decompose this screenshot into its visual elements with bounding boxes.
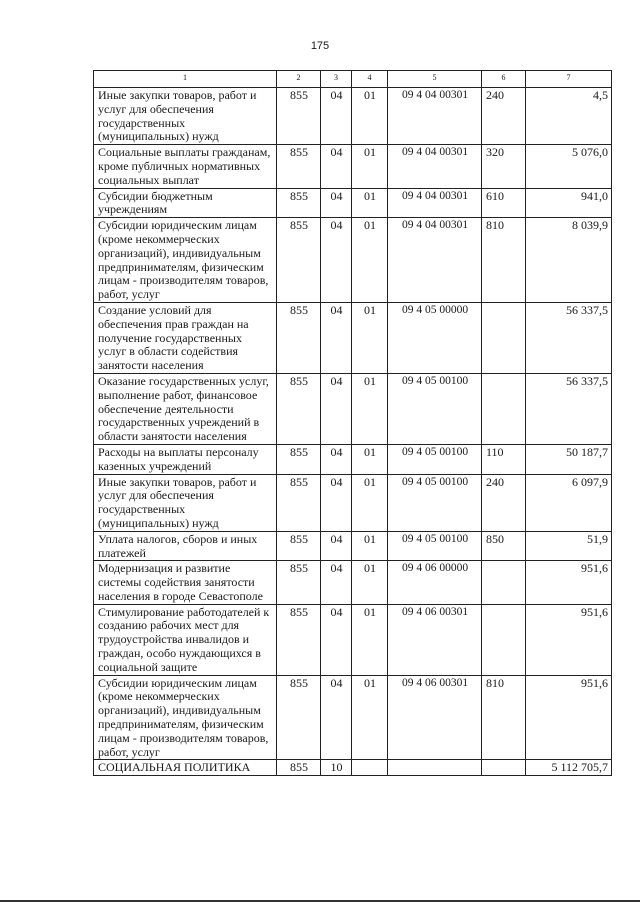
target-article-code: 09 4 06 00301 bbox=[388, 604, 482, 675]
amount: 8 039,9 bbox=[526, 218, 612, 303]
amount: 951,6 bbox=[526, 604, 612, 675]
target-article-code: 09 4 05 00100 bbox=[388, 373, 482, 444]
page-bottom-rule bbox=[0, 900, 640, 902]
header-cell: 6 bbox=[482, 71, 526, 88]
expense-type-code bbox=[482, 373, 526, 444]
subsection-code: 01 bbox=[352, 561, 388, 604]
table-row bbox=[94, 604, 612, 675]
budget-table bbox=[93, 70, 612, 776]
grbs-code: 855 bbox=[277, 604, 321, 675]
target-article-code: 09 4 04 00301 bbox=[388, 88, 482, 145]
expense-name: Субсидии бюджетным учреждениям bbox=[94, 188, 277, 218]
section-code: 04 bbox=[321, 218, 352, 303]
target-article-code: 09 4 06 00000 bbox=[388, 561, 482, 604]
expense-type-code bbox=[482, 302, 526, 373]
grbs-code: 855 bbox=[277, 88, 321, 145]
amount: 5 112 705,7 bbox=[526, 760, 612, 776]
table-row bbox=[94, 188, 612, 218]
header-cell: 2 bbox=[277, 71, 321, 88]
grbs-code: 855 bbox=[277, 561, 321, 604]
expense-type-code: 850 bbox=[482, 531, 526, 561]
expense-name: Создание условий для обеспечения прав граждан на получение государственных услуг в области содействия занятости населения bbox=[94, 302, 277, 373]
subsection-code: 01 bbox=[352, 675, 388, 760]
table-row bbox=[94, 675, 612, 760]
expense-name: Расходы на выплаты персоналу казенных учреждений bbox=[94, 444, 277, 474]
section-code: 04 bbox=[321, 88, 352, 145]
grbs-code: 855 bbox=[277, 531, 321, 561]
section-code: 04 bbox=[321, 145, 352, 188]
subsection-code: 01 bbox=[352, 188, 388, 218]
table-row bbox=[94, 373, 612, 444]
target-article-code: 09 4 04 00301 bbox=[388, 188, 482, 218]
header-cell: 3 bbox=[321, 71, 352, 88]
subsection-code: 01 bbox=[352, 604, 388, 675]
target-article-code: 09 4 04 00301 bbox=[388, 145, 482, 188]
subsection-code bbox=[352, 760, 388, 776]
amount: 4,5 bbox=[526, 88, 612, 145]
expense-name: Оказание государственных услуг, выполнение работ, финансовое обеспечение деятельности государственных учреждений в области занятости населения bbox=[94, 373, 277, 444]
expense-type-code bbox=[482, 760, 526, 776]
section-code: 04 bbox=[321, 561, 352, 604]
grbs-code: 855 bbox=[277, 145, 321, 188]
expense-type-code: 240 bbox=[482, 88, 526, 145]
subsection-code: 01 bbox=[352, 302, 388, 373]
expense-name: Уплата налогов, сборов и иных платежей bbox=[94, 531, 277, 561]
amount: 50 187,7 bbox=[526, 444, 612, 474]
target-article-code: 09 4 05 00100 bbox=[388, 531, 482, 561]
expense-name: Социальные выплаты гражданам, кроме публичных нормативных социальных выплат bbox=[94, 145, 277, 188]
target-article-code: 09 4 05 00100 bbox=[388, 444, 482, 474]
table-row bbox=[94, 302, 612, 373]
grbs-code: 855 bbox=[277, 302, 321, 373]
grbs-code: 855 bbox=[277, 675, 321, 760]
subsection-code: 01 bbox=[352, 218, 388, 303]
expense-name: Иные закупки товаров, работ и услуг для обеспечения государственных (муниципальных) нужд bbox=[94, 88, 277, 145]
header-cell: 4 bbox=[352, 71, 388, 88]
expense-type-code: 110 bbox=[482, 444, 526, 474]
table-row bbox=[94, 531, 612, 561]
amount: 951,6 bbox=[526, 561, 612, 604]
table-row bbox=[94, 760, 612, 776]
expense-name: Стимулирование работодателей к созданию рабочих мест для трудоустройства инвалидов и граждан, особо нуждающихся в социальной защите bbox=[94, 604, 277, 675]
subsection-code: 01 bbox=[352, 88, 388, 145]
expense-type-code bbox=[482, 561, 526, 604]
expense-name: Субсидии юридическим лицам (кроме некоммерческих организаций), индивидуальным предпринимателям, физическим лицам - производителям товаров, работ, услуг bbox=[94, 218, 277, 303]
target-article-code: 09 4 05 00100 bbox=[388, 474, 482, 531]
expense-type-code bbox=[482, 604, 526, 675]
amount: 951,6 bbox=[526, 675, 612, 760]
expense-type-code: 810 bbox=[482, 218, 526, 303]
section-code: 04 bbox=[321, 675, 352, 760]
amount: 51,9 bbox=[526, 531, 612, 561]
amount: 6 097,9 bbox=[526, 474, 612, 531]
amount: 56 337,5 bbox=[526, 302, 612, 373]
subsection-code: 01 bbox=[352, 444, 388, 474]
expense-type-code: 320 bbox=[482, 145, 526, 188]
subsection-code: 01 bbox=[352, 373, 388, 444]
target-article-code bbox=[388, 760, 482, 776]
header-cell: 1 bbox=[94, 71, 277, 88]
table-row bbox=[94, 218, 612, 303]
grbs-code: 855 bbox=[277, 474, 321, 531]
section-code: 04 bbox=[321, 302, 352, 373]
page-number: 175 bbox=[310, 40, 330, 52]
grbs-code: 855 bbox=[277, 444, 321, 474]
amount: 56 337,5 bbox=[526, 373, 612, 444]
section-code: 04 bbox=[321, 188, 352, 218]
target-article-code: 09 4 04 00301 bbox=[388, 218, 482, 303]
section-code: 04 bbox=[321, 531, 352, 561]
section-code: 04 bbox=[321, 604, 352, 675]
grbs-code: 855 bbox=[277, 760, 321, 776]
header-cell: 7 bbox=[526, 71, 612, 88]
section-code: 10 bbox=[321, 760, 352, 776]
expense-name: Субсидии юридическим лицам (кроме некоммерческих организаций), индивидуальным предпринимателям, физическим лицам - производителям товаров, работ, услуг bbox=[94, 675, 277, 760]
target-article-code: 09 4 06 00301 bbox=[388, 675, 482, 760]
expense-type-code: 810 bbox=[482, 675, 526, 760]
section-code: 04 bbox=[321, 474, 352, 531]
subsection-code: 01 bbox=[352, 531, 388, 561]
table-row bbox=[94, 561, 612, 604]
header-row bbox=[94, 71, 612, 88]
section-code: 04 bbox=[321, 444, 352, 474]
section-code: 04 bbox=[321, 373, 352, 444]
grbs-code: 855 bbox=[277, 188, 321, 218]
table-row bbox=[94, 145, 612, 188]
table-row bbox=[94, 474, 612, 531]
amount: 5 076,0 bbox=[526, 145, 612, 188]
amount: 941,0 bbox=[526, 188, 612, 218]
subsection-code: 01 bbox=[352, 474, 388, 531]
expense-name: СОЦИАЛЬНАЯ ПОЛИТИКА bbox=[94, 760, 277, 776]
subsection-code: 01 bbox=[352, 145, 388, 188]
grbs-code: 855 bbox=[277, 373, 321, 444]
table-row bbox=[94, 88, 612, 145]
expense-type-code: 610 bbox=[482, 188, 526, 218]
target-article-code: 09 4 05 00000 bbox=[388, 302, 482, 373]
expense-name: Модернизация и развитие системы содействия занятости населения в городе Севастополе bbox=[94, 561, 277, 604]
table-row bbox=[94, 444, 612, 474]
grbs-code: 855 bbox=[277, 218, 321, 303]
expense-name: Иные закупки товаров, работ и услуг для обеспечения государственных (муниципальных) нужд bbox=[94, 474, 277, 531]
expense-type-code: 240 bbox=[482, 474, 526, 531]
header-cell: 5 bbox=[388, 71, 482, 88]
